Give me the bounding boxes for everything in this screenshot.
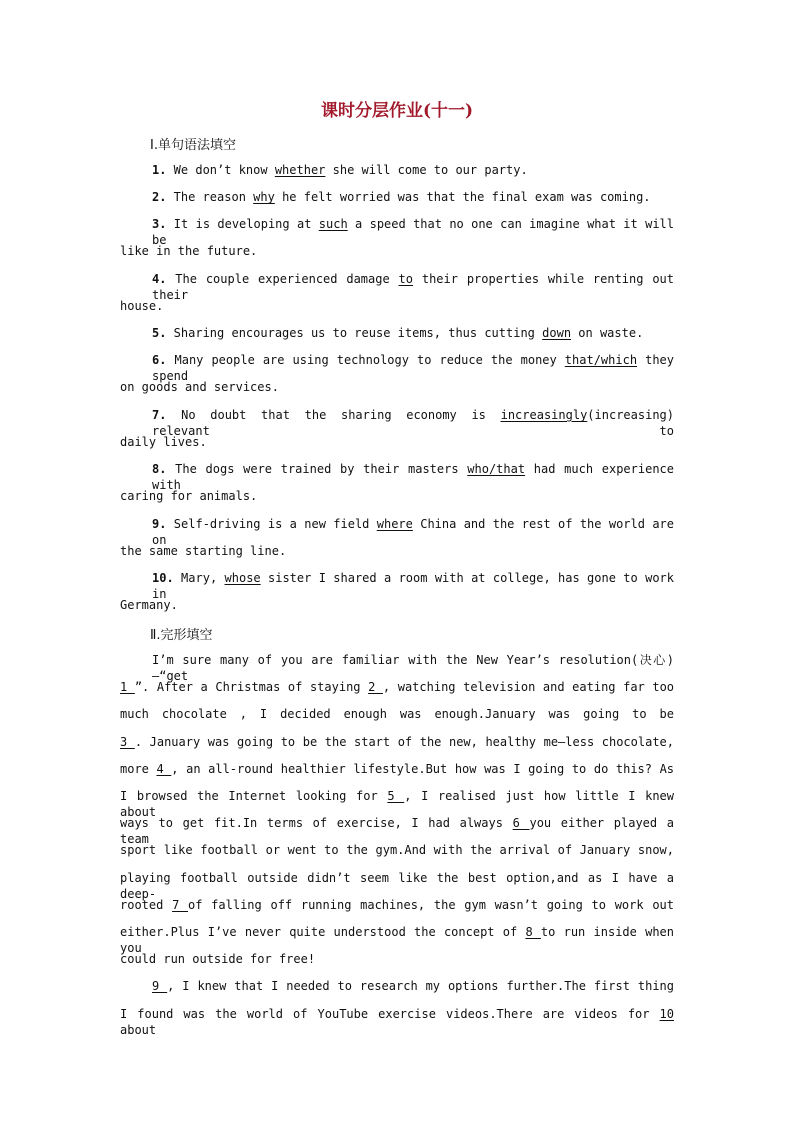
item-text: The couple experienced damage — [166, 272, 399, 286]
exercise-item-continuation: like in the future. — [120, 244, 258, 258]
page-title: 课时分层作业(十一) — [320, 101, 474, 121]
item-text: China and the rest of the world are on — [152, 517, 674, 547]
exercise-item — [152, 271, 674, 303]
item-text: It is developing at — [166, 217, 319, 231]
item-text: she will come to our party. — [325, 163, 528, 177]
item-text: We don’t know — [166, 163, 275, 177]
blank-number: 9 — [152, 979, 168, 993]
passage-text: more — [120, 762, 157, 776]
passage-line — [120, 1006, 674, 1038]
item-number: 8. — [152, 462, 167, 476]
item-number: 6. — [152, 353, 167, 367]
passage-text: I browsed the Internet looking for — [120, 789, 388, 803]
passage-line — [120, 761, 674, 777]
exercise-item — [152, 570, 674, 602]
exercise-item-continuation: Germany. — [120, 598, 178, 612]
item-text: Mary, — [173, 571, 225, 585]
answer-underlined: such — [318, 217, 348, 231]
item-number: 7. — [152, 408, 167, 422]
passage-text: you either played a team — [120, 816, 674, 846]
passage-text: of falling off running machines, the gym wasn’t going to work out — [188, 898, 674, 912]
section-heading-cloze: Ⅱ.完形填空 — [150, 628, 213, 643]
exercise-item — [152, 189, 651, 205]
passage-text: , I realised just how little I knew about — [120, 789, 674, 819]
blank-number: 1 — [120, 680, 135, 694]
item-text: Sharing encourages us to reuse items, thus cutting — [166, 326, 543, 340]
item-number: 3. — [152, 217, 167, 231]
passage-line — [120, 734, 674, 750]
exercise-item-continuation: daily lives. — [120, 435, 207, 449]
passage-text: I found was the world of YouTube exercise videos.There are videos for — [120, 1007, 660, 1021]
answer-underlined: down — [542, 326, 572, 340]
answer-underlined: where — [376, 517, 413, 531]
passage-text: either.Plus I’ve never quite understood the concept of — [120, 925, 526, 939]
item-number: 4. — [152, 272, 167, 286]
item-number: 2. — [152, 190, 167, 204]
passage-text: rooted — [120, 898, 173, 912]
answer-underlined: whether — [274, 163, 326, 177]
exercise-item — [152, 162, 528, 178]
passage-text: I’m sure many of you are familiar with the New Year’s resolution(决心)—“get — [152, 653, 674, 683]
passage-line — [152, 978, 674, 994]
passage-text: playing football outside didn’t seem like the best option,and as I have a deep- — [120, 871, 674, 901]
exercise-item-continuation: on goods and services. — [120, 380, 279, 394]
passage-text: could run outside for free! — [120, 952, 316, 966]
item-text: their properties while renting out their — [152, 272, 674, 302]
blank-number: 6 — [512, 816, 530, 830]
passage-line — [120, 679, 674, 695]
exercise-item — [152, 325, 643, 341]
passage-line — [120, 951, 315, 967]
exercise-item — [152, 407, 674, 439]
item-text: The dogs were trained by their masters — [166, 462, 468, 476]
answer-underlined: to — [398, 272, 413, 286]
passage-text: , watching television and eating far too — [382, 680, 675, 694]
passage-line — [120, 842, 674, 858]
passage-text: to run inside when you — [120, 925, 674, 955]
item-number: 9. — [152, 517, 167, 531]
exercise-item-continuation: caring for animals. — [120, 489, 258, 503]
passage-text: sport like football or went to the gym.And with the arrival of January snow, — [120, 843, 674, 857]
item-text: The reason — [166, 190, 254, 204]
blank-number: 7 — [172, 898, 189, 912]
answer-underlined: that/which — [564, 353, 638, 367]
passage-text: , I knew that I needed to research my options further.The first thing — [167, 979, 675, 993]
item-text: sister I shared a room with at college, has gone to work in — [152, 571, 674, 601]
item-text: on waste. — [571, 326, 644, 340]
item-text: had much experience with — [152, 462, 675, 492]
passage-text: . January was going to be the start of the new, healthy me—less chocolate, — [134, 735, 675, 749]
passage-text: about — [120, 1023, 157, 1037]
blank-number: 3 — [120, 735, 135, 749]
item-text: (increasing) relevant to — [152, 408, 674, 438]
item-number: 1. — [152, 163, 167, 177]
blank-number: 8 — [525, 925, 541, 939]
item-text: he felt worried was that the final exam was coming. — [274, 190, 651, 204]
answer-underlined: whose — [224, 571, 261, 585]
item-text: a speed that no one can imagine what it will be — [152, 217, 675, 247]
item-text: Many people are using technology to reduce the money — [166, 353, 565, 367]
passage-line — [120, 706, 674, 722]
exercise-item-continuation: house. — [120, 299, 164, 313]
answer-underlined: who/that — [467, 462, 526, 476]
answer-underlined: why — [253, 190, 275, 204]
item-number: 10. — [152, 571, 174, 585]
blank-number: 5 — [387, 789, 405, 803]
answer-underlined: increasingly — [500, 408, 588, 422]
passage-text: much chocolate , I decided enough was enough.January was going to be — [120, 707, 674, 721]
exercise-item-continuation: the same starting line. — [120, 544, 287, 558]
item-number: 5. — [152, 326, 167, 340]
passage-text: ways to get fit.In terms of exercise, I had always — [120, 816, 513, 830]
item-text: No doubt that the sharing economy is — [166, 408, 501, 422]
item-text: they spend — [152, 353, 674, 383]
passage-line — [120, 897, 674, 913]
item-text: Self-driving is a new field — [166, 517, 377, 531]
passage-text: ”. After a Christmas of staying — [134, 680, 369, 694]
passage-text: , an all-round healthier lifestyle.But how was I going to do this? As — [171, 762, 675, 776]
blank-number: 4 — [156, 762, 172, 776]
blank-number: 10 — [659, 1007, 674, 1021]
blank-number: 2 — [368, 680, 383, 694]
section-heading-grammar: Ⅰ.单句语法填空 — [150, 138, 236, 153]
